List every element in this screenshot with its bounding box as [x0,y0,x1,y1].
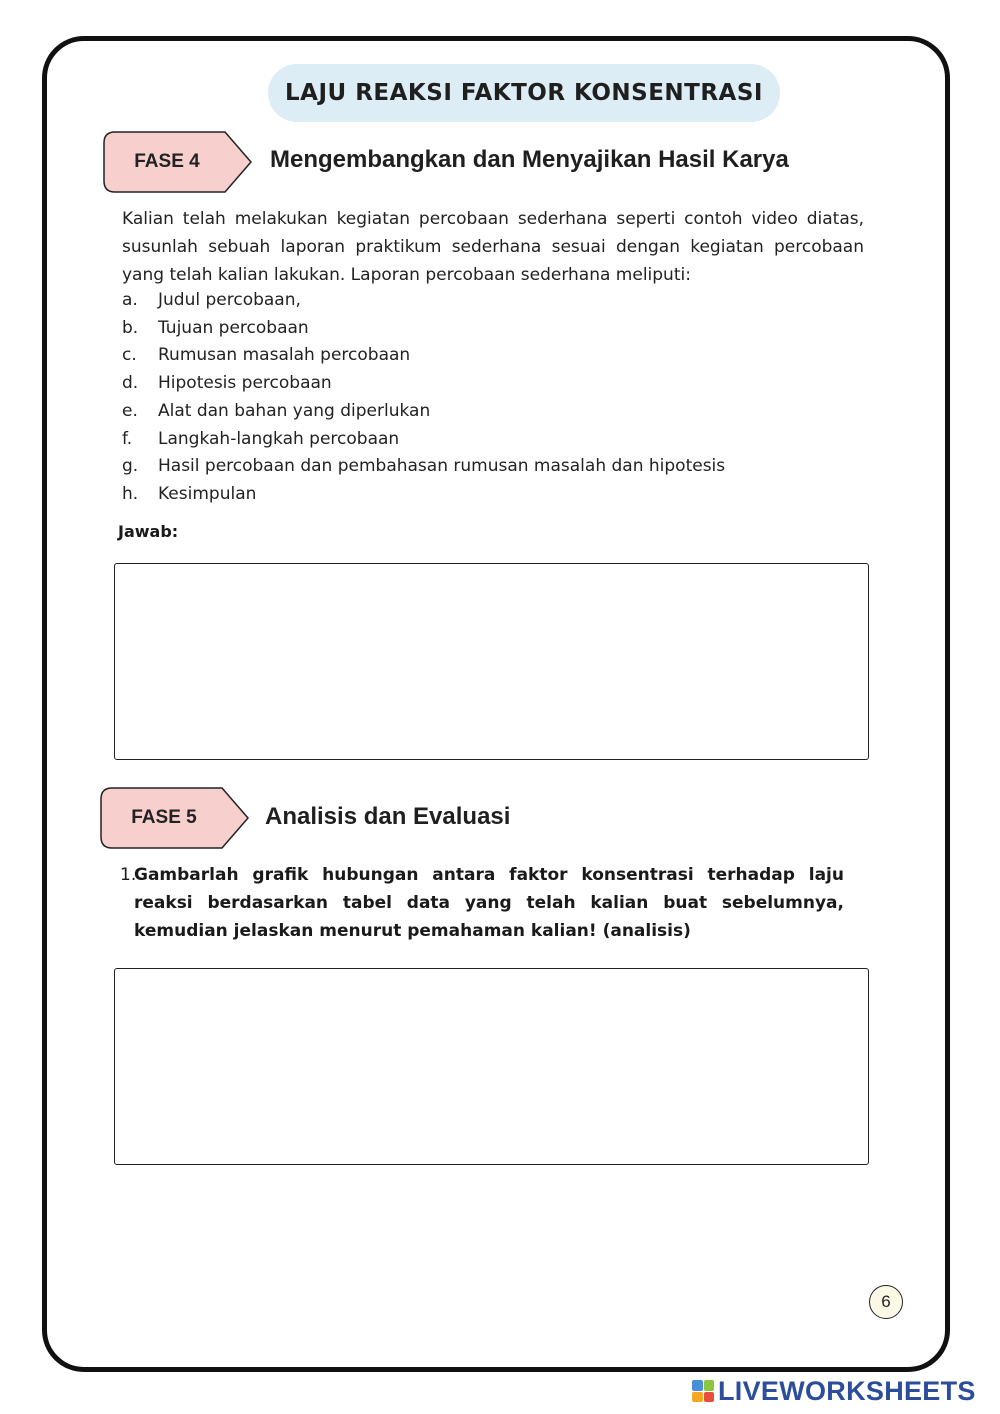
fase4-intro: Kalian telah melakukan kegiatan percobaan sederhana seperti contoh video diatas, susunlah sebuah laporan praktikum sederhana sesuai dengan kegiatan percobaan yang telah kalian lakukan. Laporan percobaan sederhana meliputi: [122,209,864,285]
list-marker: c. [122,345,137,366]
list-marker: b. [122,317,139,338]
list-marker: f. [122,428,133,449]
list-item [122,453,864,481]
list-item [122,426,864,454]
page-number: 6 [869,1285,903,1319]
list-marker: d. [122,373,139,394]
list-marker: e. [122,400,138,421]
question-number: 1. [120,865,137,885]
liveworksheets-brand[interactable] [692,1375,976,1406]
list-item-text: Judul percobaan, [158,290,301,310]
list-item [122,481,864,509]
fase4-list [122,287,864,509]
page-title-text: LAJU REAKSI FAKTOR KONSENTRASI [285,80,763,106]
fase4-label: FASE 4 [134,151,200,172]
list-item [122,398,864,426]
list-item [122,342,864,370]
list-item [122,370,864,398]
list-marker: a. [122,290,138,310]
list-item-text: Alat dan bahan yang diperlukan [158,400,431,421]
list-item [122,315,864,343]
liveworksheets-logo-icon [692,1380,714,1402]
fase4-title: Mengembangkan dan Menyajikan Hasil Karya [270,146,789,173]
question-text: Gambarlah grafik hubungan antara faktor konsentrasi terhadap laju reaksi berdasarkan tabel data yang telah kalian buat sebelumnya, kemudian jelaskan menurut pemahaman kalian! (analisis) [134,865,844,941]
list-marker: g. [122,456,139,477]
list-item [122,287,864,315]
page-title [268,64,780,122]
liveworksheets-text: LIVEWORKSHEETS [718,1375,976,1406]
list-marker: h. [122,483,139,504]
fase5-answer-box[interactable] [114,968,869,1165]
fase5-badge [100,787,250,849]
fase5-question [120,861,844,945]
list-item-text: Tujuan percobaan [158,317,309,338]
list-item-text: Rumusan masalah percobaan [158,345,411,366]
list-item-text: Kesimpulan [158,483,257,504]
answer-label: Jawab: [118,522,179,541]
list-item-text: Hasil percobaan dan pembahasan rumusan masalah dan hipotesis [158,456,726,477]
list-item-text: Langkah-langkah percobaan [158,428,400,449]
list-item-text: Hipotesis percobaan [158,373,332,394]
fase4-badge [103,131,253,193]
fase5-title: Analisis dan Evaluasi [265,803,511,830]
fase4-answer-box[interactable] [114,563,869,760]
fase5-label: FASE 5 [131,807,197,828]
